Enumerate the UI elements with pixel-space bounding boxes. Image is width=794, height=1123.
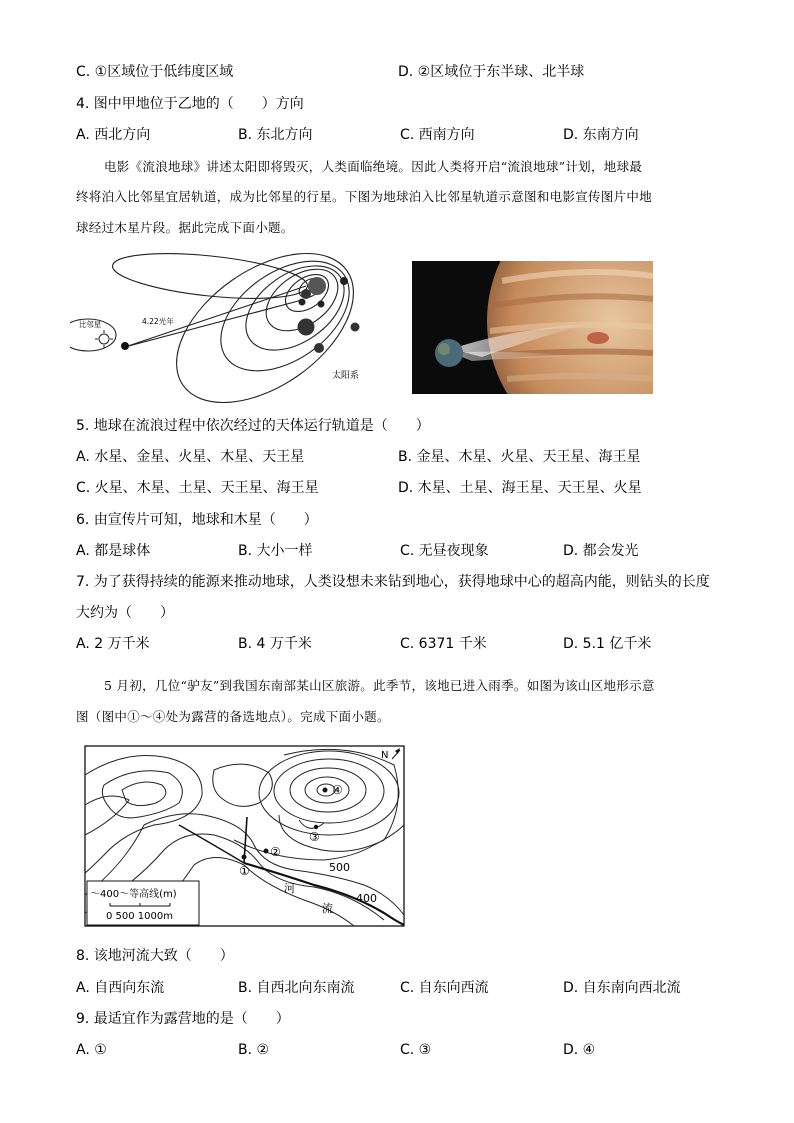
passage1-line2: 终将泊入比邻星宜居轨道，成为比邻星的行星。下图为地球泊入比邻星轨道示意图和电影宣传图片中地 [76,189,653,204]
north-label: N [381,750,389,761]
q3-option-d: D. ②区域位于东半球、北半球 [398,64,585,80]
scale-label: 0 500 1000m [106,911,173,922]
contour-400-label: 400 [356,892,377,905]
q8-option-d: D. 自东南向西北流 [563,980,681,996]
q6-option-c: C. 无昼夜现象 [400,543,489,559]
site-4-label: ④ [332,783,343,797]
distance-label: 4.22光年 [142,317,174,326]
contour-500-label: 500 [329,861,350,874]
q9-stem: 9. 最适宜作为露营地的是（ ） [76,1011,290,1027]
q4-option-a: A. 西北方向 [76,127,151,143]
q8-option-a: A. 自西向东流 [76,980,165,996]
q6-stem: 6. 由宣传片可知，地球和木星（ ） [76,512,318,528]
earth-planet [435,339,463,367]
q7-stem-line1: 7. 为了获得持续的能源来推动地球，人类设想未来钻到地心，获得地球中心的超高内能，则钻头的长度 [76,574,710,590]
q5-option-d: D. 木星、土星、海王星、天王星、火星 [398,480,642,496]
q9-option-d: D. ④ [563,1042,596,1058]
passage2-line1: 5 月初，几位“驴友”到我国东南部某山区旅游。此季节，该地已进入雨季。如图为该山区地形示意 [104,678,655,693]
q8-stem: 8. 该地河流大致（ ） [76,948,234,964]
passage1-line3: 球经过木星片段。据此完成下面小题。 [76,220,294,235]
q5-option-b: B. 金星、木星、火星、天王星、海王星 [398,449,641,465]
q4-option-c: C. 西南方向 [400,127,475,143]
q6-option-a: A. 都是球体 [76,543,151,559]
site-1-label: ① [239,864,250,878]
q9-option-a: A. ① [76,1042,107,1058]
river-label-1: 河 [284,882,295,895]
proxima-label: 比邻星 [78,320,102,329]
earth-dot [121,342,129,350]
q7-option-c: C. 6371 千米 [400,636,487,652]
q3-option-c: C. ①区域位于低纬度区域 [76,64,234,80]
q4-option-b: B. 东北方向 [238,127,313,143]
q8-option-c: C. 自东向西流 [400,980,489,996]
passage1-line1: 电影《流浪地球》讲述太阳即将毁灭，人类面临绝境。因此人类将开启“流浪地球”计划，地球最 [104,159,643,174]
q9-option-b: B. ② [238,1042,270,1058]
q5-option-a: A. 水星、金星、火星、木星、天王星 [76,449,305,465]
q5-option-c: C. 火星、木星、土星、天王星、海王星 [76,480,319,496]
q7-option-d: D. 5.1 亿千米 [563,636,652,652]
q4-option-d: D. 东南方向 [563,127,639,143]
site-2-label: ② [270,845,281,859]
q7-option-b: B. 4 万千米 [238,636,312,652]
q7-option-a: A. 2 万千米 [76,636,150,652]
q6-option-b: B. 大小一样 [238,543,313,559]
site-3-label: ③ [309,830,320,844]
q4-stem: 4. 图中甲地位于乙地的（ ）方向 [76,96,304,112]
legend-label: ～400～等高线(m) [90,889,177,900]
contour-map [84,745,406,928]
jupiter-earth-photo [412,261,653,394]
q8-option-b: B. 自西北向东南流 [238,980,355,996]
river-label-2: 流 [322,902,333,915]
passage2-line2: 图（图中①～④处为露营的备选地点）。完成下面小题。 [76,709,390,724]
q9-option-c: C. ③ [400,1042,432,1058]
orbit-diagram [70,248,380,406]
solar-system-label: 太阳系 [332,371,360,381]
q7-stem-line2: 大约为（ ） [76,605,174,621]
q5-stem: 5. 地球在流浪过程中依次经过的天体运行轨道是（ ） [76,418,430,434]
q6-option-d: D. 都会发光 [563,543,639,559]
